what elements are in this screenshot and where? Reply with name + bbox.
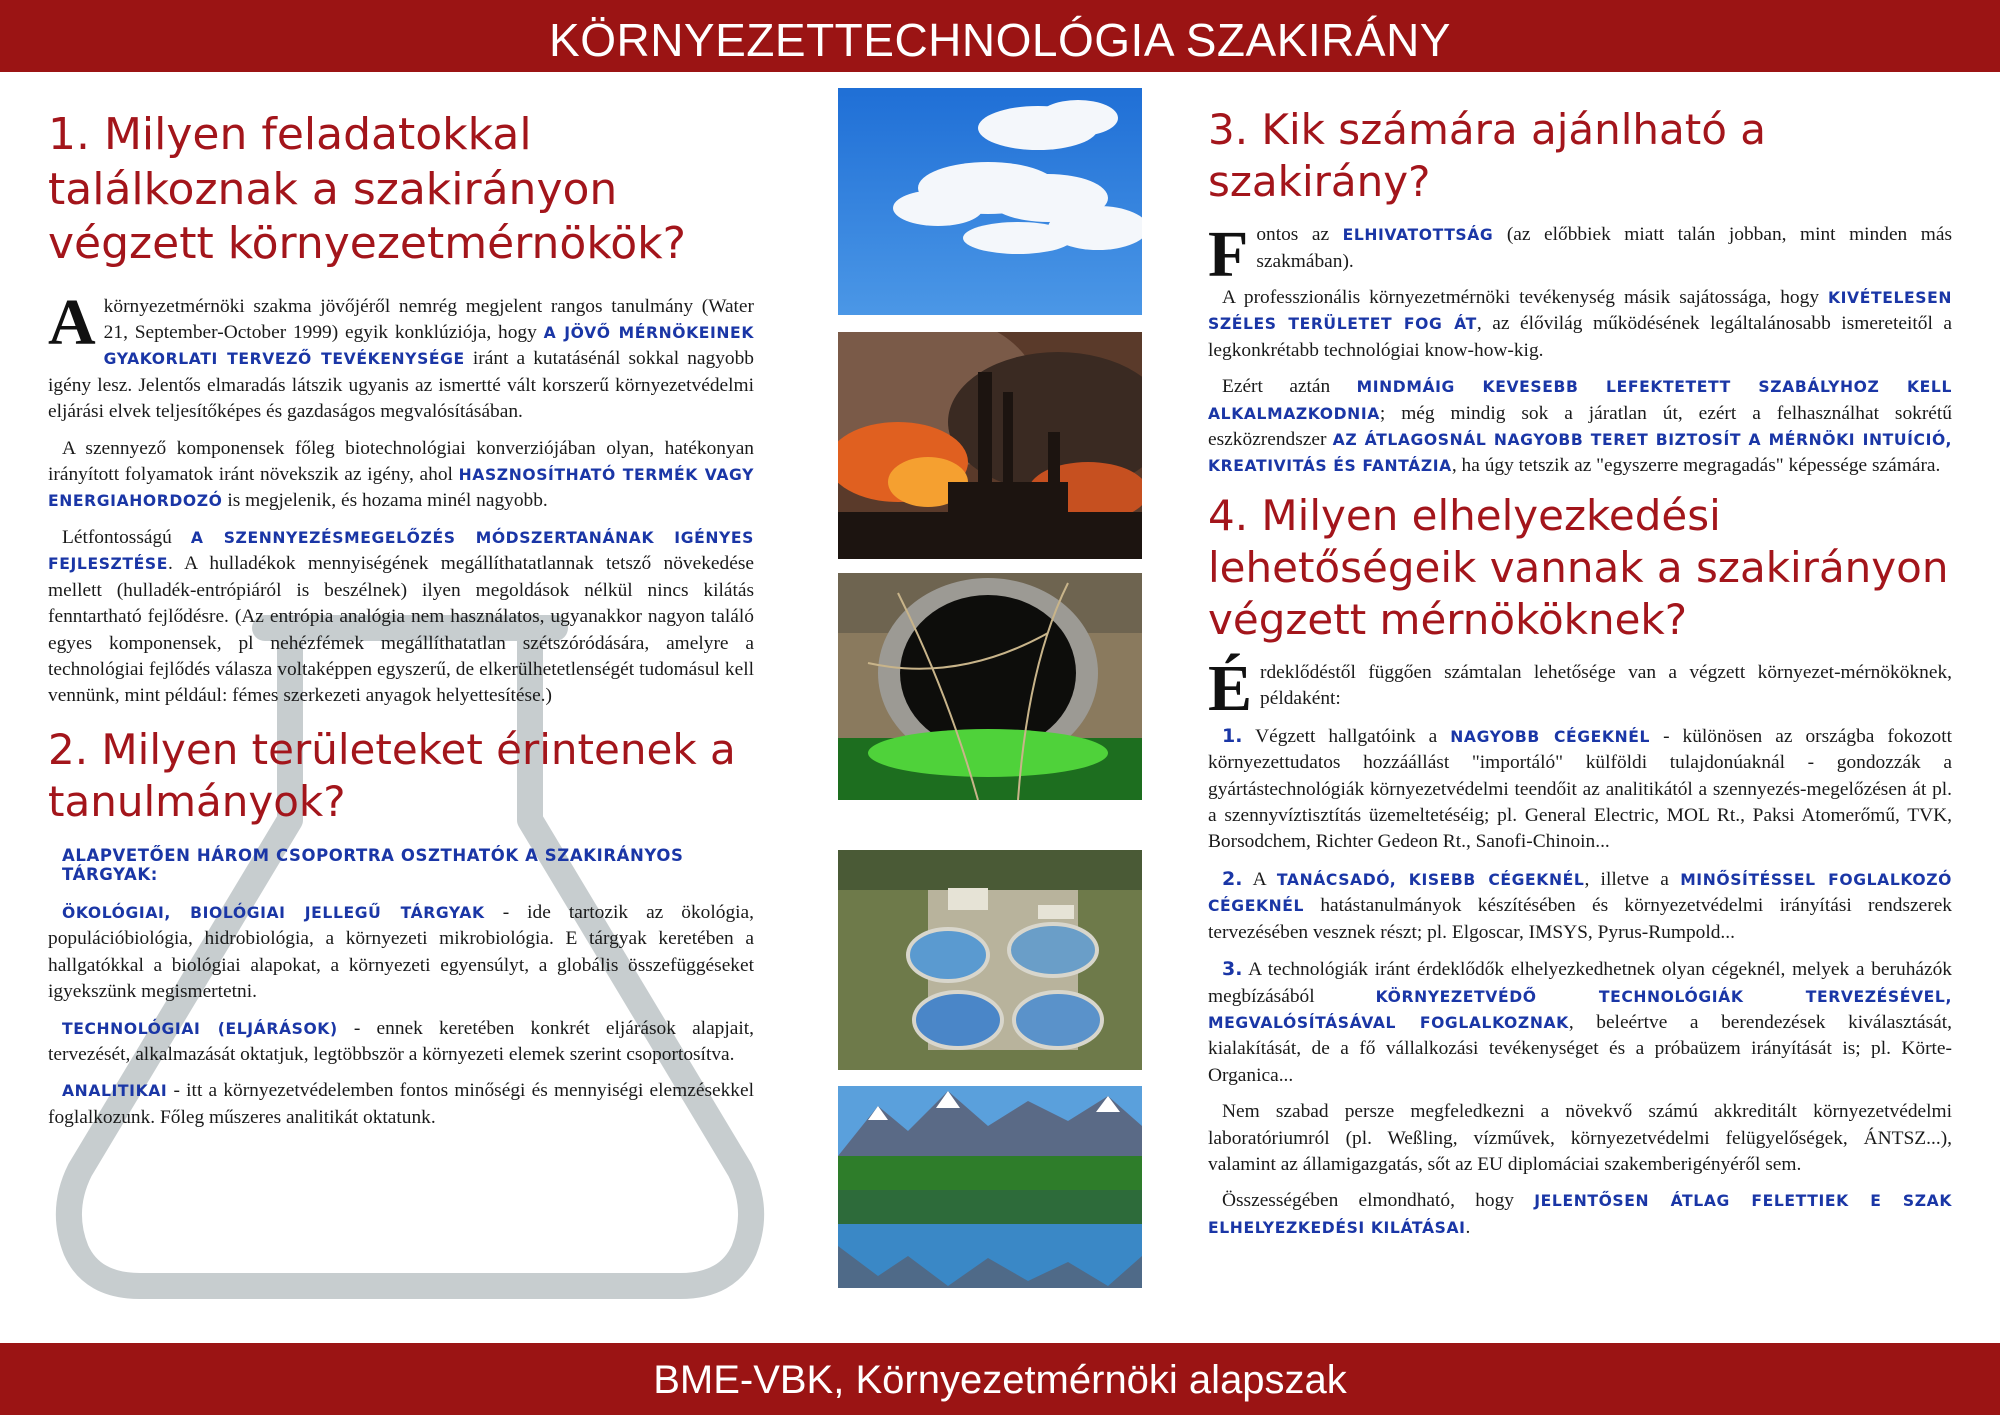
highlight: JELENTŐSEN ÁTLAG FELETTIEK E SZAK ELHELYEZKEDÉSI KILÁTÁSAI (1208, 1192, 1953, 1237)
highlight: HASZNOSÍTHATÓ TERMÉK VAGY ENERGIAHORDOZÓ (48, 466, 754, 511)
item-number: 1. (1222, 724, 1243, 747)
highlight: KÖRNYEZETVÉDŐ TECHNOLÓGIÁK TERVEZÉSÉVEL, MEGVALÓSÍTÁSÁVAL FOGLALKOZNAK (1208, 987, 1952, 1032)
highlight: ELHIVATOTTSÁG (1342, 226, 1494, 245)
footer-title: BME-VBK, Környezetmérnöki alapszak (653, 1358, 1347, 1402)
footer-banner (0, 1343, 2000, 1415)
section-3-paragraph-3: Ezért aztán MINDMÁIG KEVESEBB LEFEKTETETT SZABÁLYHOZ KELL ALKALMAZKODNIA; még mindig sok a járatlan út, ezért a felhasználhat sokrétű eszközrendszer AZ ÁTLAGOSNÁL NAGYOBB TERET BIZTOSÍT A MÉRNÖKI INTUÍCIÓ, KREATIVITÁS ÉS FANTÁZIA, ha úgy tetszik az "egyszerre megragadás" képessége számára. (1208, 376, 1953, 477)
highlight: A SZENNYEZÉSMEGELŐZÉS MÓDSZERTANÁNAK IGÉNYES FEJLESZTÉSE (48, 528, 754, 574)
section-2-subheading: ALAPVETŐEN HÁROM CSOPORTRA OSZTHATÓK A SZAKIRÁNYOS TÁRGYAK: (62, 845, 684, 884)
item-number: 2. (1222, 867, 1243, 890)
employment-item-3: 3. A technológiák iránt érdeklődők elhelyezkedhetnek olyan cégeknél, melyek a beruházók megbízásából KÖRNYEZETVÉDŐ TECHNOLÓGIÁK TERVEZÉSÉVEL, MEGVALÓSÍTÁSÁVAL FOGLALKOZNAK, beleértve a berendezések kiválasztását, kialakítását, de a fő vállalkozási tevékenységet és a próbaüzem irányítását is; pl. Körte-Organica... (1208, 958, 1952, 1086)
section-1-paragraph-2: A szennyező komponensek főleg biotechnológiai konverziójában olyan, hatékonyan irányított folyamatok iránt növekszik az igény, ahol HASZNOSÍTHATÓ TERMÉK VAGY ENERGIAHORDOZÓ is megjelenik, és hozama minél nagyobb. (48, 437, 754, 512)
subject-group-item: TECHNOLÓGIAI (ELJÁRÁSOK) - ennek keretében konkrét eljárások alapjait, tervezését, alkalmazását oktatjuk, legtöbbször a környezeti elemek szerint csoportosítva. (48, 1017, 754, 1065)
highlight: TECHNOLÓGIAI (ELJÁRÁSOK) (62, 1019, 338, 1038)
section-1-paragraph-3: Létfontosságú A SZENNYEZÉSMEGELŐZÉS MÓDSZERTANÁNAK IGÉNYES FEJLESZTÉSE. A hulladékok mennyiségének megállíthatatlannak tetsző növekedése mellett (hulladék-entrópiáról is beszélnek) ilyen megoldások nélkül nincs kilátás fenntartható fejlődésre. (Az entrópia analógia nem használatos, ugyanakkor nagyon találó egyes komponensek, pl nehézfémek megállíthatatlan szétszóródására, amelyre a technológiai fejlődés válasza voltaképpen egyszerű, de elkerülhetetlenségét tudomásul kell vennünk, mint például: fémes szerkezeti anyagok helyettesítése.) (48, 526, 754, 707)
mountain-lake-photo (838, 1086, 1142, 1288)
highlight: AZ ÁTLAGOSNÁL NAGYOBB TERET BIZTOSÍT A MÉRNÖKI INTUÍCIÓ, KREATIVITÁS ÉS FANTÁZIA (1208, 431, 1953, 476)
highlight: NAGYOBB CÉGEKNÉL (1450, 727, 1651, 746)
highlight: KIVÉTELESEN SZÉLES TERÜLETET FOG ÁT (1208, 288, 1952, 334)
section-3-heading: 3. Kik számára ajánlható a szakirány? (1208, 105, 1767, 207)
subject-group-item: ANALITIKAI - itt a környezetvédelemben fontos minőségi és mennyiségi elemzésekkel foglalkozunk. Főleg műszeres analitikát oktatunk. (48, 1080, 754, 1128)
section-3-paragraph-2: A professzionális környezetmérnöki tevékenység másik sajátossága, hogy KIVÉTELESEN SZÉLES TERÜLETET FOG ÁT, az élővilág működésének legáltalánosabb ismereteitől a legkonkrétabb technológiai know-how-kig. (1208, 286, 1952, 361)
sky-clouds-photo (838, 88, 1142, 315)
right-column (1208, 104, 1952, 1251)
highlight: ANALITIKAI (62, 1082, 168, 1101)
employment-item-2: 2. A TANÁCSADÓ, KISEBB CÉGEKNÉL, illetve a MINŐSÍTÉSSEL FOGLALKOZÓ CÉGEKNÉL hatástanulmányok készítésében és környezetvédelmi irányítási rendszerek tervezésében vesznek részt; pl. Elgoscar, IMSYS, Pyrus-Rumpold... (1208, 867, 1952, 943)
left-column (48, 108, 754, 1141)
industrial-smoke-photo (838, 332, 1142, 559)
section-1-heading: 1. Milyen feladatokkal találkoznak a szakirányon végzett környezetmérnökök? (48, 109, 686, 270)
section-3-paragraph-1: Fontos az ELHIVATOTTSÁG (az előbbiek miatt talán jobban, mint minden más szakmában). (1208, 218, 1952, 292)
highlight: TANÁCSADÓ, KISEBB CÉGEKNÉL (1276, 870, 1585, 889)
section-4-paragraph-6: Összességében elmondható, hogy JELENTŐSEN ÁTLAG FELETTIEK E SZAK ELHELYEZKEDÉSI KILÁTÁSAI. (1208, 1190, 1953, 1238)
header-banner (0, 0, 2000, 72)
section-4-heading: 4. Milyen elhelyezkedési lehetőségeik vannak a szakirányon végzett mérnököknek? (1208, 490, 1949, 644)
header-title: KÖRNYEZETTECHNOLÓGIA SZAKIRÁNY (549, 14, 1451, 66)
water-treatment-plant-photo (838, 850, 1142, 1070)
section-4-paragraph-1: Érdeklődéstől függően számtalan lehetősége van a végzett környezet-mérnököknek, példaként: (1208, 652, 1952, 726)
sewage-pipe-photo (838, 573, 1142, 800)
item-number: 3. (1222, 958, 1243, 981)
drop-cap: A (48, 285, 96, 359)
drop-cap: É (1208, 652, 1253, 726)
subject-group-item: ÖKOLÓGIAI, BIOLÓGIAI JELLEGŰ TÁRGYAK - ide tartozik az ökológia, populációbiológia, hidrobiológia, a környezeti mikrobiológia. E tárgyak keretében a hallgatókkal a biológiai alapokat, a környezeti egyensúlyt, a globális összefüggéseket igyekszünk megismertetni. (48, 901, 754, 1003)
drop-cap: F (1208, 218, 1249, 292)
section-4-paragraph-5: Nem szabad persze megfeledkezni a növekvő számú akkreditált környezetvédelmi laboratóriumról (pl. Weßling, vízművek, környezetvédelmi felügyelőségek, ÁNTSZ...), valamint az államigazgatás, sőt az EU diplomáciai szakemberigényéről sem. (1208, 1101, 1952, 1175)
employment-item-1: 1. Végzett hallgatóink a NAGYOBB CÉGEKNÉL - különösen az országba fokozott környezettudatos hozzáállást "importáló" külföldi tulajdonúaknál - gondozzák a gyártástechnológiák környezetvédelmi teendőit az analitikától a szennyezés-megelőzésen át pl. a szennyvíztisztítás üzemeltetéséig; pl. General Electric, MOL Rt., Paksi Atomerőmű, TVK, Borsodchem, Richter Gedeon Rt., Sanofi-Chinoin... (1208, 724, 1952, 853)
highlight: ÖKOLÓGIAI, BIOLÓGIAI JELLEGŰ TÁRGYAK (62, 903, 485, 922)
highlight: MINŐSÍTÉSSEL FOGLALKOZÓ CÉGEKNÉL (1208, 870, 1952, 916)
highlight: A JÖVŐ MÉRNÖKEINEK GYAKORLATI TERVEZŐ TEVÉKENYSÉGE (103, 324, 754, 369)
section-2-heading: 2. Milyen területeket érintenek a tanulmányok? (48, 724, 736, 826)
section-1-paragraph-1: A környezetmérnöki szakma jövőjéről nemrég megjelent rangos tanulmány (Water 21, September-October 1999) egyik konklúziója, hogy A JÖVŐ MÉRNÖKEINEK GYAKORLATI TERVEZŐ TEVÉKENYSÉGE iránt a kutatásénál sokkal nagyobb igény lesz. Jelentős elmaradás látszik ugyanis az ismertté vált korszerű környezetvédelmi eljárási elvek teljesítőképes és gazdaságos megvalósításában. (48, 285, 754, 423)
highlight: MINDMÁIG KEVESEBB LEFEKTETETT SZABÁLYHOZ KELL ALKALMAZKODNIA (1208, 378, 1952, 423)
